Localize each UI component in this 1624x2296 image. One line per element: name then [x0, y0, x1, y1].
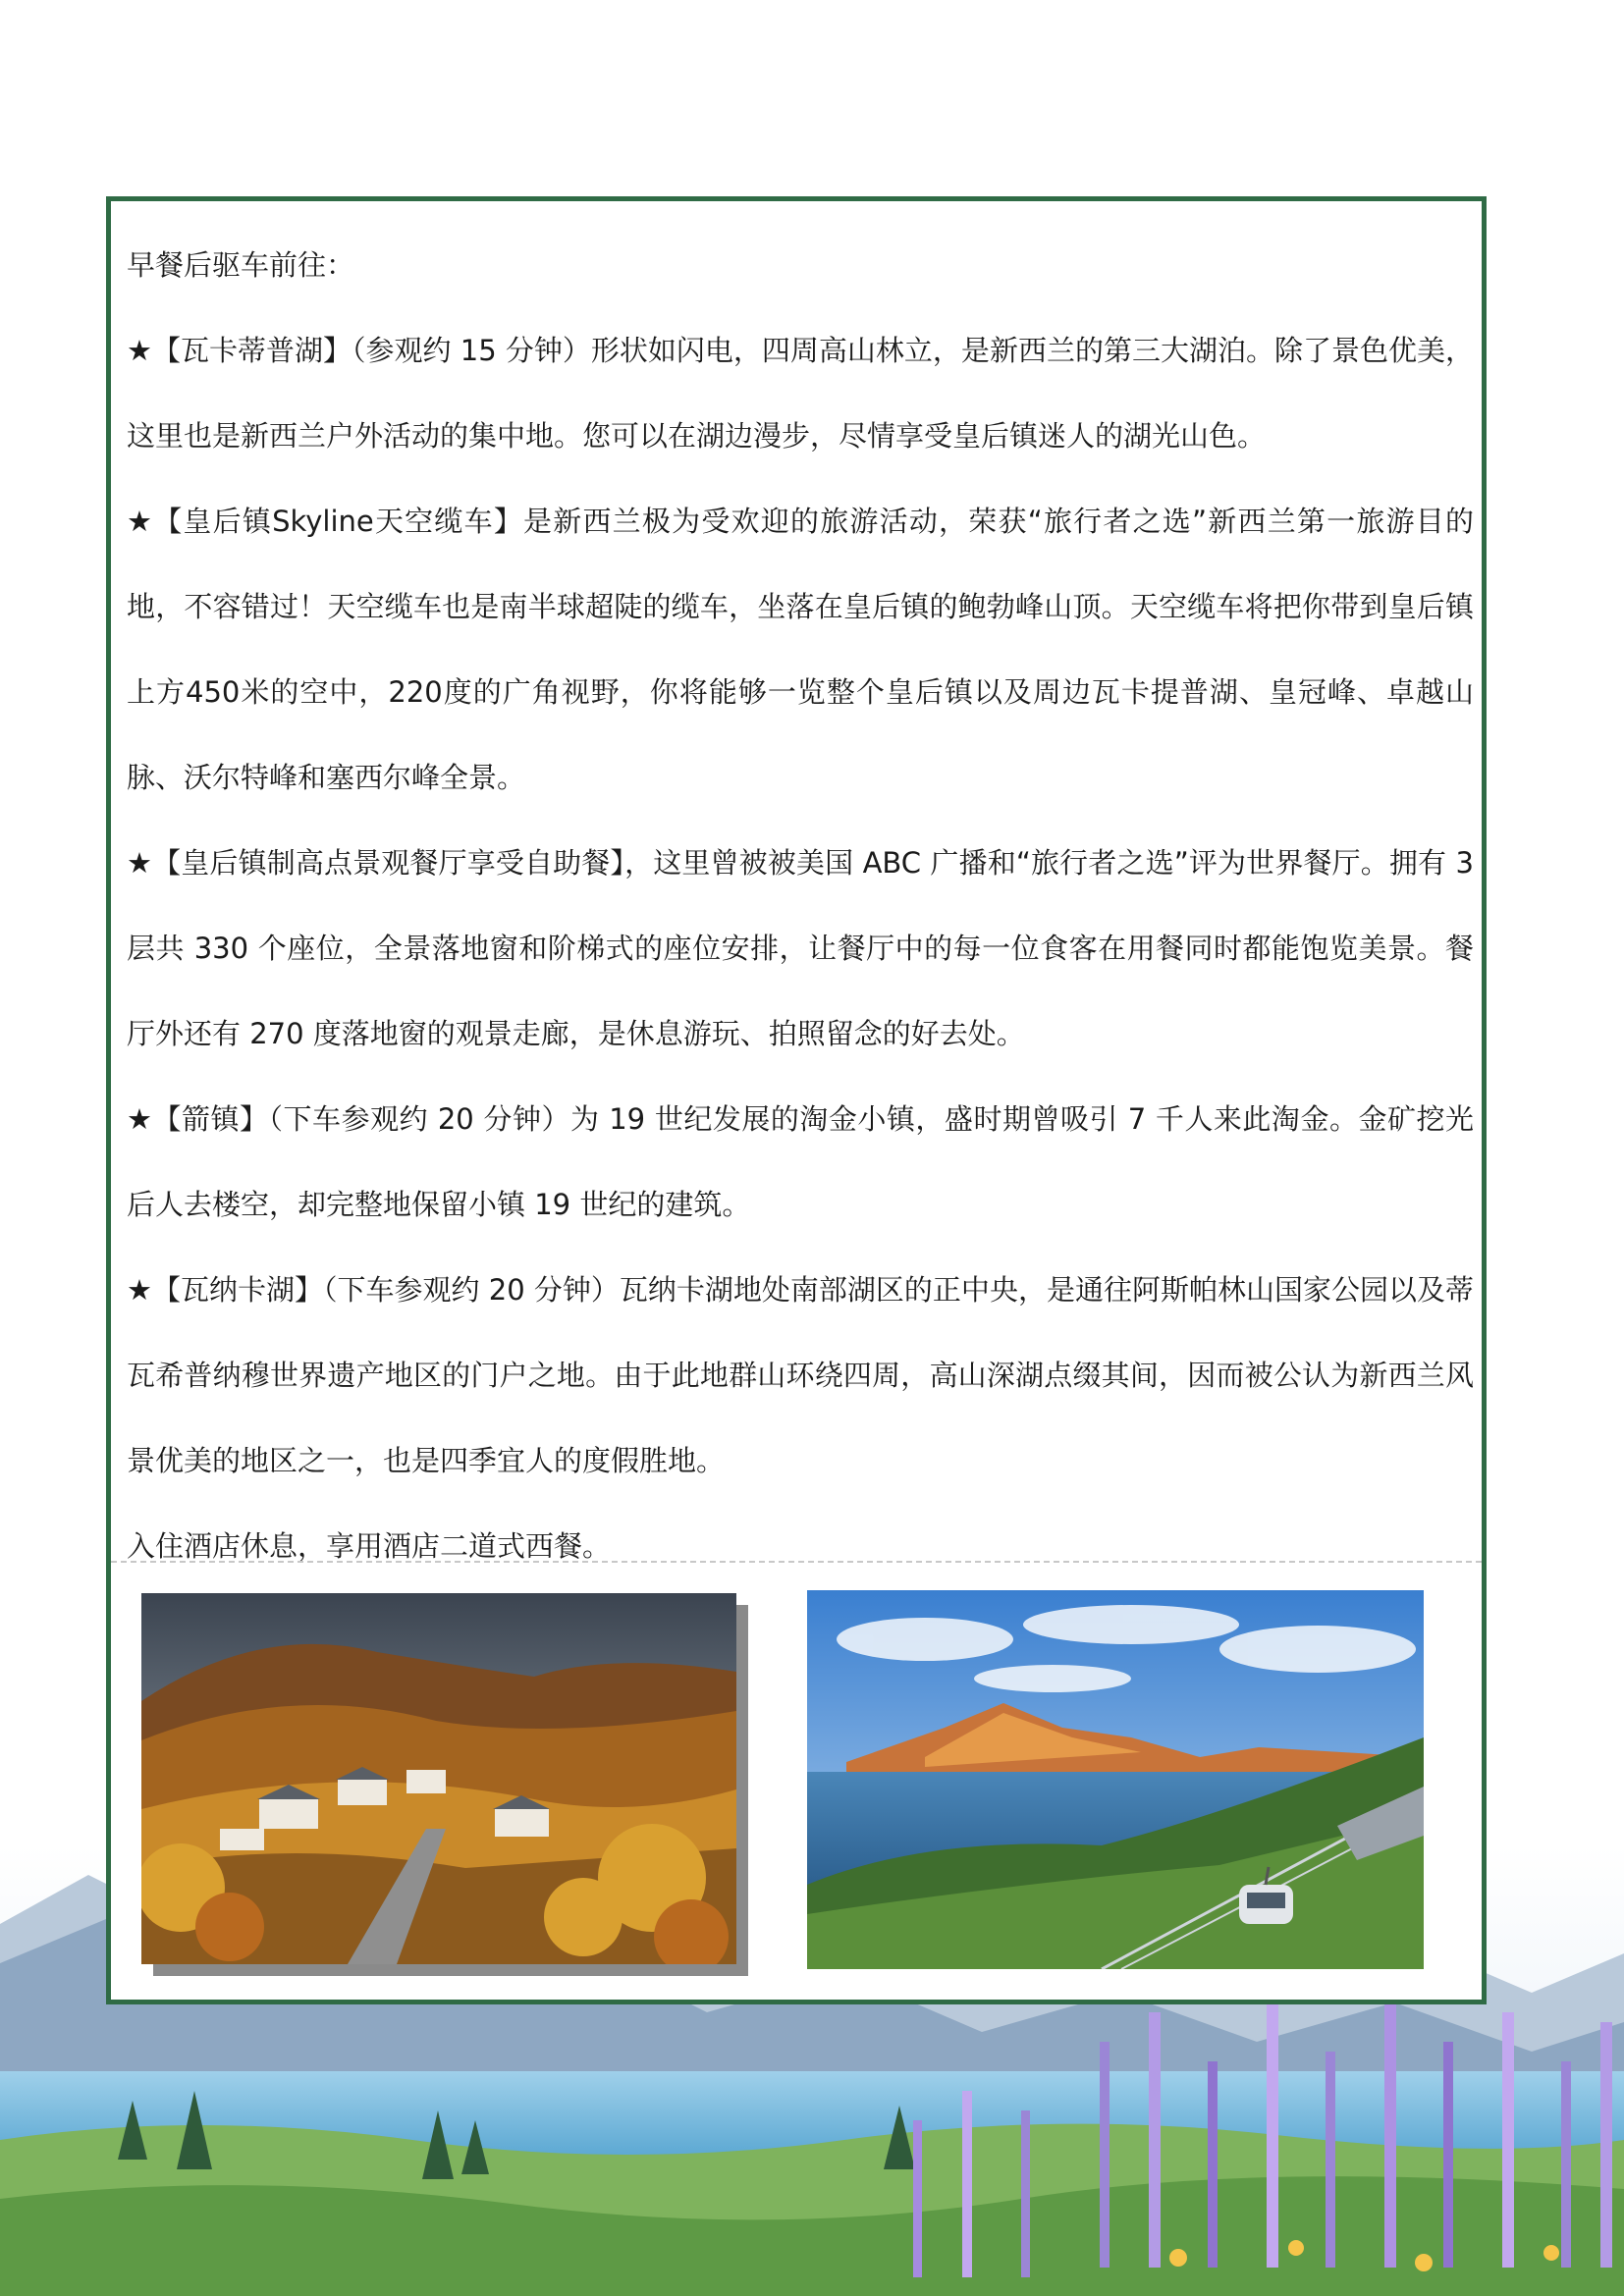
section-divider	[111, 1561, 1482, 1563]
itinerary-frame	[106, 196, 1487, 2004]
intro-line: 早餐后驱车前往：	[127, 248, 355, 282]
paragraph-wakatipu-lake: ★【瓦卡蒂普湖】（参观约 15 分钟）形状如闪电，四周高山林立，是新西兰的第三大湖泊。除了景色优美，这里也是新西兰户外活动的集中地。您可以在湖边漫步，尽情享受皇后镇迷人的湖光山色。	[127, 334, 1474, 453]
closing-line: 入住酒店休息，享用酒店二道式西餐。	[127, 1529, 612, 1563]
paragraph-lake-wanaka: ★【瓦纳卡湖】（下车参观约 20 分钟）瓦纳卡湖地处南部湖区的正中央，是通往阿斯帕林山国家公园以及蒂瓦希普纳穆世界遗产地区的门户之地。由于此地群山环绕四周，高山深湖点缀其间，因而被公认为新西兰风景优美的地区之一，也是四季宜人的度假胜地。	[127, 1273, 1474, 1477]
photo-arrowtown	[141, 1593, 736, 1964]
photo-arrowtown-image	[141, 1593, 736, 1964]
paragraph-arrowtown: ★【箭镇】（下车参观约 20 分钟）为 19 世纪发展的淘金小镇，盛时期曾吸引 7 千人来此淘金。金矿挖光后人去楼空，却完整地保留小镇 19 世纪的建筑。	[127, 1102, 1474, 1221]
itinerary-text	[127, 223, 1474, 1589]
photo-skyline-gondola	[807, 1590, 1424, 1969]
paragraph-skyline-gondola: ★【皇后镇Skyline天空缆车】是新西兰极为受欢迎的旅游活动，荣获“旅行者之选”新西兰第一旅游目的地，不容错过！天空缆车也是南半球超陡的缆车，坐落在皇后镇的鲍勃峰山顶。天空缆车将把你带到皇后镇上方450米的空中，220度的广角视野，你将能够一览整个皇后镇以及周边瓦卡提普湖、皇冠峰、卓越山脉、沃尔特峰和塞西尔峰全景。	[127, 505, 1474, 794]
photo-skyline-gondola-image	[807, 1590, 1424, 1969]
paragraph-skyline-restaurant: ★【皇后镇制高点景观餐厅享受自助餐】，这里曾被被美国 ABC 广播和“旅行者之选”评为世界餐厅。拥有 3 层共 330 个座位，全景落地窗和阶梯式的座位安排，让餐厅中的每一位食客在用餐同时都能饱览美景。餐厅外还有 270 度落地窗的观景走廊，是休息游玩、拍照留念的好去处。	[127, 846, 1474, 1050]
